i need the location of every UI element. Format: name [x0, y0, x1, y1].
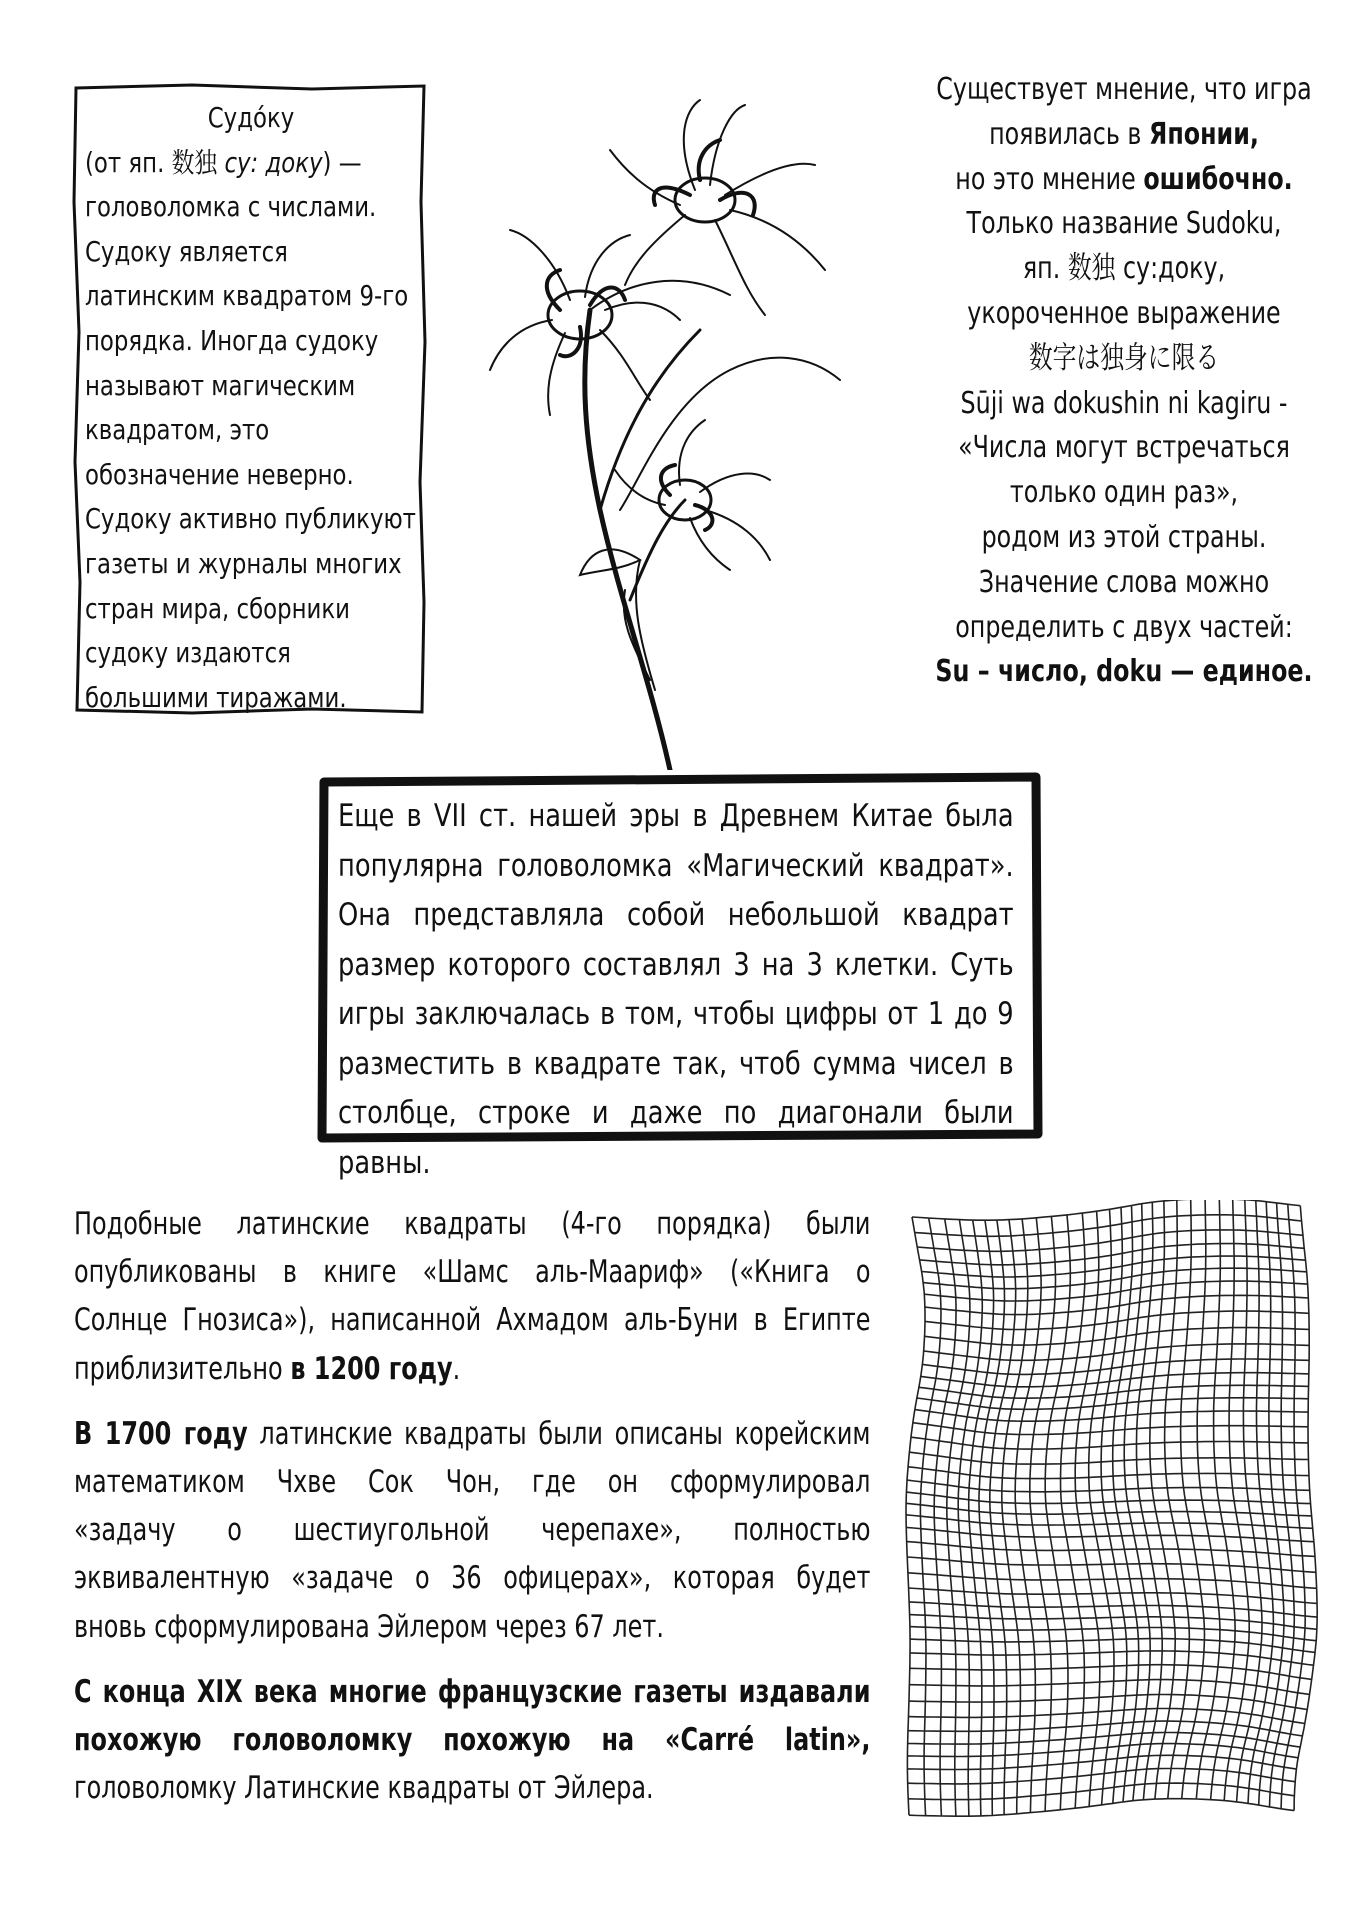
grid-vertical-line [1124, 1204, 1150, 1801]
grid-horizontal-line [924, 1344, 1309, 1360]
sudoku-line: головоломка с числами. [85, 191, 377, 224]
grid-horizontal-line [907, 1744, 1298, 1758]
grid-horizontal-line [908, 1721, 1302, 1736]
origin-line: определить с двух частей: [955, 609, 1293, 645]
origin-line: родом из этой страны. [981, 519, 1267, 555]
grid-horizontal-line [909, 1452, 1308, 1464]
magic-square-line: размер которого составлял 3 на 3 клетки. Суть [338, 946, 1014, 983]
magic-square-box [316, 772, 1046, 1181]
origin-romaji-phrase: Sūji wa dokushin ni kagiru - [960, 385, 1288, 421]
grid-horizontal-line [907, 1480, 1310, 1492]
magic-square-line: столбце, строке и даже по диагонали были равны. [338, 1095, 1014, 1181]
grid-horizontal-line [917, 1398, 1308, 1410]
sudoku-etymology-line: (от яп. 数独 су: доку) — [85, 146, 362, 179]
magic-square-line: Она представляла собой небольшой квадрат [338, 897, 1014, 933]
sudoku-definition-box [72, 82, 428, 716]
grid-vertical-line [1075, 1211, 1100, 1806]
grid-horizontal-line [915, 1410, 1308, 1422]
sudoku-line: Судоку является [85, 235, 288, 268]
grid-vertical-line [1061, 1213, 1086, 1808]
origin-line: «Числа могут встречаться [958, 430, 1290, 466]
origin-line: Только название Sudoku, [966, 206, 1282, 242]
grid-horizontal-line [909, 1602, 1317, 1617]
grid-horizontal-line [913, 1423, 1308, 1435]
magic-square-line: игры заключалась в том, чтобы цифры от 1 до 9 [338, 996, 1014, 1032]
grid-horizontal-line [907, 1755, 1296, 1769]
origin-line: только один раз», [1009, 475, 1239, 511]
grid-horizontal-line [906, 1492, 1310, 1504]
origin-line: укороченное выражение [967, 295, 1281, 331]
warped-grid-illustration [902, 1200, 1322, 1820]
grid-horizontal-line [910, 1651, 1314, 1665]
origin-line: Su – число, doku — единое. [935, 654, 1313, 690]
grid-horizontal-line [908, 1467, 1309, 1479]
grid-horizontal-line [910, 1615, 1317, 1630]
grid-horizontal-line [908, 1769, 1296, 1784]
spider-lily-illustration [480, 80, 880, 770]
origin-japanese-phrase: 数字は独身に限る [1028, 340, 1220, 376]
grid-horizontal-line [909, 1709, 1305, 1724]
grid-horizontal-line [912, 1200, 1300, 1220]
grid-horizontal-line [919, 1385, 1309, 1398]
sudoku-line: порядка. Иногда судоку [85, 324, 379, 357]
sudoku-line: стран мира, сборники [85, 592, 351, 625]
magic-square-line: разместить в квадрате так, чтоб сумма чисел в [338, 1045, 1014, 1082]
grid-horizontal-line [911, 1437, 1308, 1449]
grid-vertical-line [1113, 1206, 1139, 1803]
sudoku-title: Судо́ку [207, 102, 295, 134]
sudoku-line: латинским квадратом 9-го [85, 280, 409, 313]
sudoku-line: называют магическим [85, 369, 356, 402]
sudoku-line: Судоку активно публикуют [85, 503, 416, 536]
magic-square-line: Еще в VII ст. нашей эры в Древнем Китае была [338, 798, 1014, 834]
grid-horizontal-line [908, 1573, 1317, 1589]
grid-vertical-line [1045, 1215, 1070, 1810]
sudoku-line: большими тиражами. [85, 681, 347, 714]
grid-vertical-line [1089, 1209, 1114, 1805]
origin-line: Значение слова можно [978, 564, 1270, 600]
origin-line: появилась в Японии, [989, 116, 1259, 152]
origin-text-block [890, 68, 1358, 695]
sudoku-line: газеты и журналы многих [85, 547, 402, 580]
paragraph-xix-century: С конца XIX века многие французские газеты издавали похожую головоломку похожую на «Carré latin», головоломку Латинские квадраты от Эйлера. [74, 1673, 871, 1807]
grid-horizontal-line [907, 1557, 1316, 1572]
magic-square-line: популярна головоломка «Магический квадрат». [338, 847, 1014, 884]
sudoku-line: квадратом, это [85, 414, 270, 447]
grid-vertical-line [1101, 1207, 1127, 1803]
origin-line: но это мнение ошибочно. [955, 161, 1293, 197]
grid-horizontal-line [909, 1588, 1318, 1603]
paragraph-1200: Подобные латинские квадраты (4-го порядка) были опубликованы в книге «Шамс аль-Маариф» («Книга о Солнце Гнозиса»), написанной Ахмадом аль-Буни в Египте приблизительно в 1200 году. [74, 1206, 871, 1387]
sudoku-line: обозначение неверно. [85, 458, 354, 491]
paragraph-1700: В 1700 году латинские квадраты были описаны корейским математиком Чхве Сок Чон, где он сформулировал «задачу о шестиугольной черепахе», полностью эквивалентную «задаче о 36 офицерах», которая будет вновь сформулирована Эйлером через 67 лет. [74, 1415, 871, 1645]
grid-horizontal-line [908, 1733, 1301, 1748]
origin-line: Существует мнение, что игра [936, 72, 1312, 107]
origin-line: яп. 数独 су:доку, [1022, 251, 1226, 287]
sudoku-line: судоку издаются [85, 637, 291, 670]
history-text [74, 1200, 870, 1829]
